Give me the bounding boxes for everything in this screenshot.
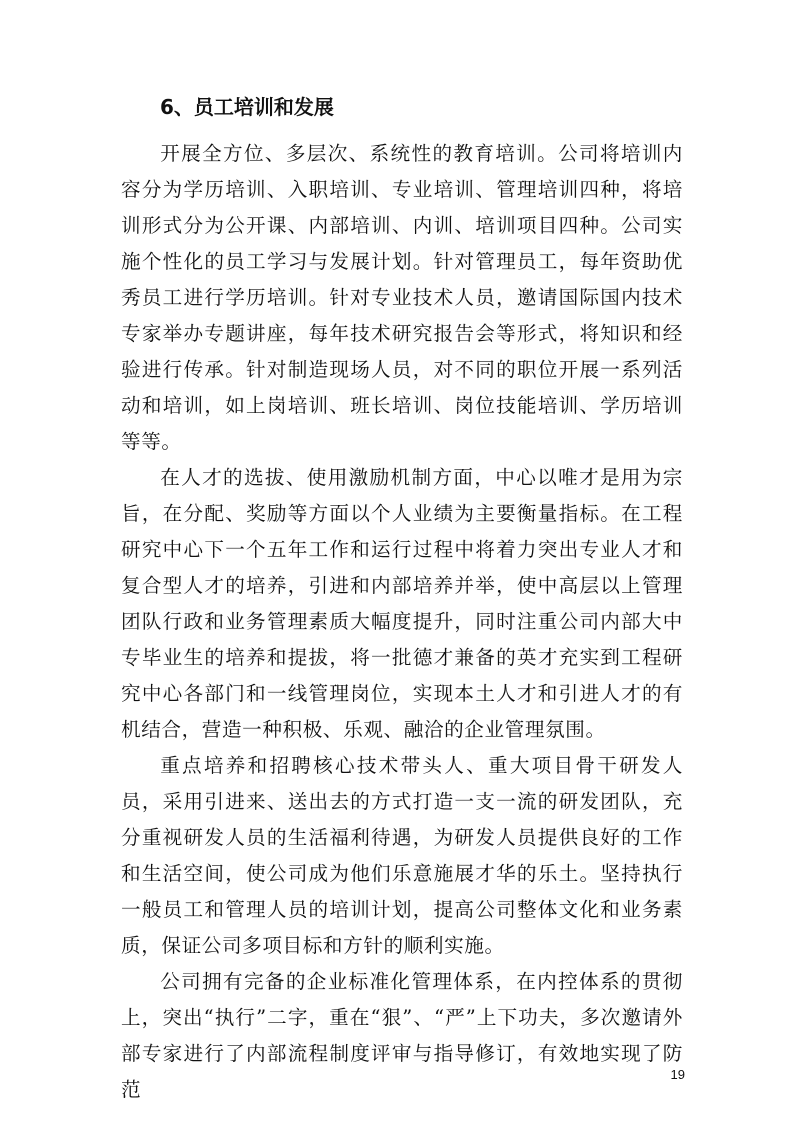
page-number: 19	[670, 1067, 685, 1082]
paragraph-talent-selection: 在人才的选拔、使用激励机制方面，中心以唯才是用为宗旨，在分配、奖励等方面以个人业绩为主要衡量指标。在工程研究中心下一个五年工作和运行过程中将着力突出专业人才和复合型人才的培养，引进和内部培养并举，使中高层以上管理团队行政和业务管理素质大幅度提升，同时注重公司内部大中专毕业生的培养和提拔，将一批德才兼备的英才充实到工程研究中心各部门和一线管理岗位，实现本土人才和引进人才的有机结合，营造一种积极、乐观、融洽的企业管理氛围。	[121, 466, 683, 741]
paragraph-core-recruitment: 重点培养和招聘核心技术带头人、重大项目骨干研发人员，采用引进来、送出去的方式打造一支一流的研发团队，充分重视研发人员的生活福利待遇，为研发人员提供良好的工作和生活空间，使公司成为他们乐意施展才华的乐土。坚持执行一般员工和管理人员的培训计划，提高公司整体文化和业务素质，保证公司多项目标和方针的顺利实施。	[121, 754, 683, 957]
body-text	[121, 136, 683, 1108]
paragraph-standardization: 公司拥有完备的企业标准化管理体系，在内控体系的贯彻上，突出“执行”二字，重在“狠”、“严”上下功夫，多次邀请外部专家进行了内部流程制度评审与指导修订，有效地实现了防范	[121, 970, 683, 1101]
section-heading: 6、员工培训和发展	[160, 95, 334, 119]
paragraph-training: 开展全方位、多层次、系统性的教育培训。公司将培训内容分为学历培训、入职培训、专业培训、管理培训四种，将培训形式分为公开课、内部培训、内训、培训项目四种。公司实施个性化的员工学习与发展计划。针对管理员工，每年资助优秀员工进行学历培训。针对专业技术人员，邀请国际国内技术专家举办专题讲座，每年技术研究报告会等形式，将知识和经验进行传承。针对制造现场人员，对不同的职位开展一系列活动和培训，如上岗培训、班长培训、岗位技能培训、学历培训等等。	[121, 142, 683, 453]
